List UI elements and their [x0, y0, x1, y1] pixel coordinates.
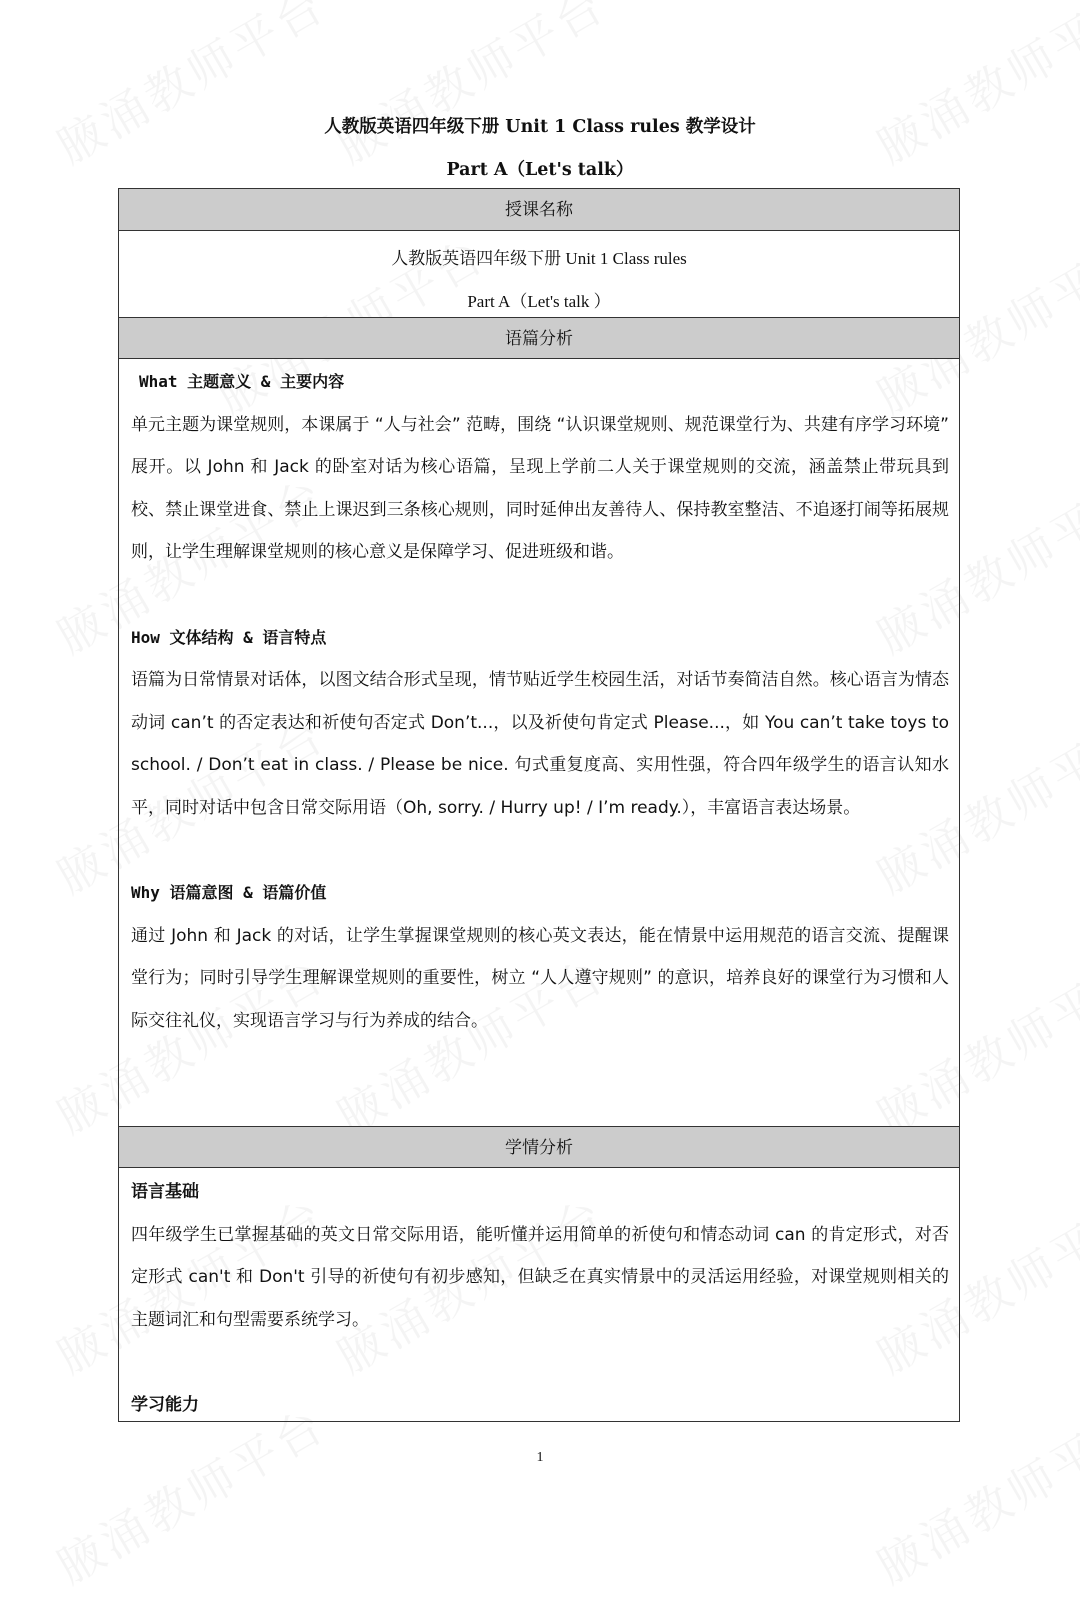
- what-heading-text: What 主题意义 & 主要内容: [139, 372, 345, 391]
- text-analysis-content: [131, 361, 949, 1043]
- watermark: [44, 0, 337, 177]
- watermark: [324, 0, 617, 177]
- section-header-course-name: 授课名称: [119, 189, 959, 231]
- learner-analysis-content: [131, 1171, 949, 1427]
- how-body: 语篇为日常情景对话体，以图文结合形式呈现，情节贴近学生校园生活，对话节奏简洁自然。核心语言为情态动词 can’t 的否定表达和祈使句否定式 Don’t...，以及祈使句肯定式 Please...，如 You can’t take toys to school. / Don’t eat in class. / Please be nice. 句式重复度高、实用性强，符合四年级学生的语言认知水平，同时对话中包含日常交际用语（Oh, sorry. / Hurry up! / I’m ready.），丰富语言表达场景。: [131, 670, 949, 818]
- document-subtitle: Part A（Let's talk）: [446, 160, 634, 180]
- document-title: 人教版英语四年级下册 Unit 1 Class rules 教学设计: [324, 117, 756, 137]
- why-body: 通过 John 和 Jack 的对话，让学生掌握课堂规则的核心英文表达，能在情景中运用规范的语言交流、提醒课堂行为；同时引导学生理解课堂规则的重要性，树立 “人人遵守规则” 的意识，培养良好的课堂行为习惯和人际交往礼仪，实现语言学习与行为养成的结合。: [131, 925, 949, 1031]
- why-heading: [131, 872, 949, 915]
- language-basis-body: 四年级学生已掌握基础的英文日常交际用语，能听懂并运用简单的祈使句和情态动词 can 的肯定形式，对否定形式 can't 和 Don't 引导的祈使句有初步感知，但缺乏在真实情景中的灵活运用经验，对课堂规则相关的主题词汇和句型需要系统学习。: [131, 1224, 949, 1330]
- section-header-learner-analysis: 学情分析: [119, 1126, 959, 1168]
- watermark: [864, 0, 1080, 177]
- why-heading-text: Why 语篇意图 & 语篇价值: [131, 883, 327, 903]
- language-basis-heading: 语言基础: [131, 1182, 199, 1202]
- course-name-line2: Part A（Let's talk ）: [467, 292, 611, 311]
- lesson-plan-table: [118, 188, 960, 1422]
- how-heading: [131, 617, 949, 660]
- learning-ability-heading: 学习能力: [131, 1394, 199, 1415]
- course-name-line1: 人教版英语四年级下册 Unit 1 Class rules: [391, 249, 687, 268]
- what-body: 单元主题为课堂规则，本课属于 “人与社会” 范畴，围绕 “认识课堂规则、规范课堂行为、共建有序学习环境” 展开。以 John 和 Jack 的卧室对话为核心语篇，呈现上学前二人关于课堂规则的交流，涵盖禁止带玩具到校、禁止课堂进食、禁止上课迟到三条核心规则，同时延伸出友善待人、保持教室整洁、不追逐打闹等拓展规则，让学生理解课堂规则的核心意义是保障学习、促进班级和谐。: [131, 414, 949, 563]
- how-heading-text: How 文体结构 & 语言特点: [131, 627, 327, 647]
- page-number: 1: [536, 1450, 544, 1465]
- section-header-text-analysis: 语篇分析: [119, 317, 959, 359]
- what-heading: [131, 361, 949, 404]
